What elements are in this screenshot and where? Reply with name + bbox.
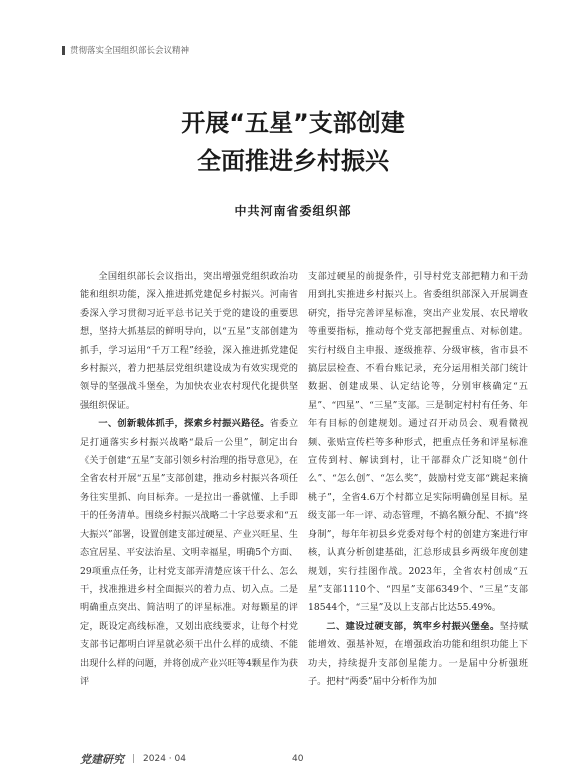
section-header [62,42,189,58]
intro-paragraph: 全国组织部长会议指出，突出增强党组织政治功能和组织功能，深入推进抓党建促乡村振兴。河南省委深入学习贯彻习近平总书记关于党的建设的重要思想，坚持大抓基层的鲜明导向，以“五星”支部创建为抓手，学习运用“千万工程”经验，深入推进抓党建促乡村振兴，着力把基层党组织建设成为有效实现党的领导的坚强战斗堡垒，为加快农业农村现代化提供坚强组织保证。 [80,271,298,411]
section-2-paragraph [308,618,528,692]
page-number: 40 [292,754,304,764]
left-column [80,268,298,691]
title-line-1: 开展“五星”支部创建 [181,109,405,137]
journal-name: 党建研究 [80,753,124,766]
article-author: 中共河南省委组织部 [234,204,352,218]
section-1-paragraph [80,415,298,691]
right-column [308,268,528,691]
section-1-heading: 一、创新载体抓手，探索乡村振兴路径。 [98,418,270,430]
title-line-2: 全面推进乡村振兴 [197,147,389,175]
section-marker [62,46,65,55]
article-title [0,104,586,180]
section-2-text: 坚持赋能增效、强基补短，在增强政治功能和组织功能上下功夫，持续提升支部创星能力。一是届中分析强班子。把村“两委”届中分析作为加 [308,620,529,687]
section-1-text: 省委立足打通落实乡村振兴战略“最后一公里”，制定出台《关于创建“五星”支部引领乡村治理的指导意见》，在全省农村开展“五星”支部创建，推动乡村振兴各项任务往实里抓、向目标奔。一是拉出一番就懂、上手即干的任务清单。围绕乡村振兴战略二十字总要求和“五大振兴”部署，设置创建支部过硬星、产业兴旺星、生态宜居星、平安法治星、文明幸福星，明确5个方面、29项重点任务，让村党支部弄清楚应该干什么、怎么干，找准推进乡村全面振兴的着力点、切入点。二是明确重点突出、简洁明了的评星标准。对每颗星的评定，既设定高线标准，又划出底线要求，让每个村党支部书记都明白评星就必须干出什么样的成绩、不能出现什么样的问题，并将创成产业兴旺等4颗星作为获评 [80,418,299,687]
section-2-heading: 二、建设过硬支部，筑牢乡村振兴堡垒。 [326,620,500,632]
issue-number: 2024 · 04 [143,754,186,764]
footer-divider: | [132,754,136,764]
section-1-continued: 支部过硬星的前提条件，引导村党支部把精力和干劲用到扎实推进乡村振兴上。省委组织部深入开展调查研究，指导完善评星标准，突出产业发展、农民增收等重要指标，推动每个党支部把握重点、对标创建。实行村级自主申报、逐级推荐、分级审核，省市县不搞层层检查、不看台账记录，充分运用相关部门统计数据、创建成果、认定结论等，分别审核确定“五星”、“四星”、“三星”支部。三是制定村村有任务、年年有目标的创建规划。通过召开动员会、观看微视频、张贴宣传栏等多种形式，把重点任务和评星标准宣传到村、解读到村，让干部群众广泛知晓“创什么”、“怎么创”、“怎么奖”，鼓励村党支部“跳起来摘桃子”，全省4.6万个村都立足实际明确创星目标。星级支部一年一评、动态管理，不搞名额分配、不搞“终身制”，每年年初县乡党委对每个村的创建方案进行审核，认真分析创建基础，汇总形成县乡两级年度创建规划，实行挂图作战。2023年，全省农村创成“五星”支部1110个、“四星”支部6349个、“三星”支部18544个，“三星”及以上支部占比达55.49%。 [308,271,528,614]
page-footer [80,750,528,768]
section-label: 贯彻落实全国组织部长会议精神 [70,46,190,56]
